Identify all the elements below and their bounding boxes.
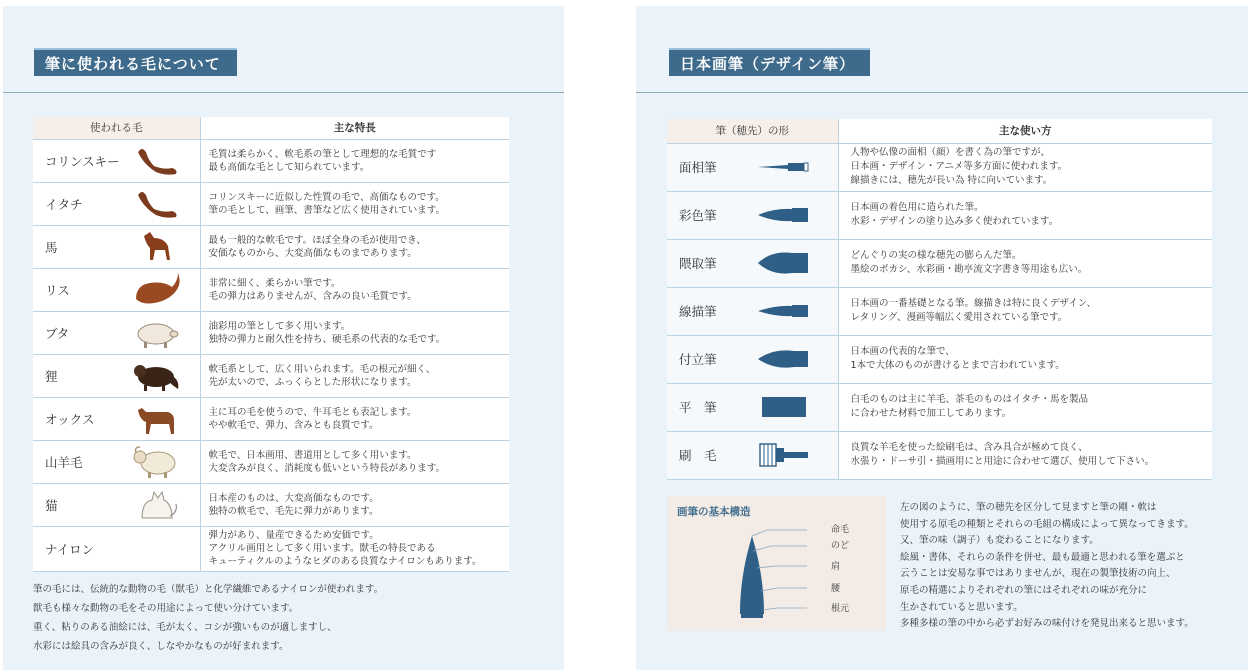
brush-use-cell <box>838 335 1212 383</box>
title-divider <box>3 92 564 93</box>
squirrel-icon <box>130 273 180 307</box>
brush-shape-cell <box>667 287 838 335</box>
note-line: 左の図のように、筆の穂先を区分して見ますと筆の剛・軟は <box>900 502 1157 513</box>
brush-use-line: 線描きには、穂先が長い為 特に向いています。 <box>850 175 1053 186</box>
brush-use-line: 水彩・デザインの塗り込み多く使われています。 <box>850 216 1059 227</box>
brush-name: 隈取筆 <box>679 256 717 271</box>
header-hair-type: 使われる毛 <box>33 117 200 139</box>
brush-use-line: 日本画の着色用に造られた筆。 <box>850 202 984 213</box>
hair-name-cell <box>33 311 200 354</box>
hair-row <box>33 440 509 483</box>
hair-name-cell <box>33 354 200 397</box>
hair-name: 山羊毛 <box>45 454 83 470</box>
brush-use-cell <box>838 287 1212 335</box>
hair-desc-cell <box>200 311 509 354</box>
hair-desc-line: 筆の毛として、画筆、書筆など広く使用されています。 <box>208 204 446 216</box>
brush-shape-cell <box>667 383 838 431</box>
hair-desc-line: 安価なものから、大変高価なものまであります。 <box>208 247 417 259</box>
brush-row <box>667 191 1212 239</box>
hair-name-cell <box>33 182 200 225</box>
line-brush-icon <box>754 296 814 326</box>
note-line: 使用する原毛の種類とそれらの毛組の構成によって異なってきます。 <box>900 518 1194 530</box>
hair-desc-line: 大変含みが良く、消耗度も低いという特長があります。 <box>208 462 446 474</box>
brush-use-cell <box>838 431 1212 479</box>
brush-shape-cell <box>667 335 838 383</box>
part-label-koshi: 腰 <box>831 584 841 594</box>
brush-name: 平 筆 <box>679 400 717 415</box>
brush-name: 付立筆 <box>679 352 717 367</box>
hair-desc-line: 軟毛系として、広く用いられます。毛の根元が細く、 <box>208 363 436 375</box>
table-header-row <box>667 119 1212 143</box>
hair-desc-cell <box>200 440 509 483</box>
hair-desc-line: 油彩用の筆として多く用います。 <box>208 320 351 332</box>
hair-name: コリンスキー <box>45 153 120 169</box>
brush-use-line: どんぐりの実の様な穂先の膨らんだ筆。 <box>850 250 1022 261</box>
brush-name: 線描筆 <box>679 304 717 319</box>
part-label-kata: 肩 <box>831 562 841 572</box>
tsuketate-brush-icon <box>754 344 814 374</box>
brush-use-line: 白毛のものは主に羊毛、茶毛のものはイタチ・馬を製品 <box>850 394 1089 405</box>
brush-use-line: に合わせた材料で加工してあります。 <box>850 408 1012 419</box>
hair-notes <box>33 580 383 656</box>
hair-desc-cell <box>200 397 509 440</box>
hair-desc-line: 非常に細く、柔らかい筆です。 <box>208 277 341 289</box>
hair-desc-line: 独特の軟毛で、毛先に弾力があります。 <box>208 505 379 517</box>
goat-icon <box>130 445 180 479</box>
hair-row <box>33 397 509 440</box>
brush-use-line: 水張り・ドーサ引・描画用にと用途に合わせて選び、使用して下さい。 <box>850 456 1155 467</box>
brush-use-line: レタリング、漫画等幅広く愛用されている筆です。 <box>850 312 1068 323</box>
note-line: 多種多様の筆の中から必ずお好みの味付けを発見出来ると思います。 <box>900 618 1194 630</box>
brush-use-line: 日本画の一番基礎となる筆。線描きは特に良くデザイン、 <box>850 298 1097 309</box>
raccoon-dog-icon <box>130 359 180 393</box>
part-label-inochige: 命毛 <box>831 525 850 535</box>
hair-row <box>33 354 509 397</box>
hair-desc-cell <box>200 139 509 182</box>
pig-icon <box>130 316 180 350</box>
note-line: 筆の毛には、伝統的な動物の毛（獣毛）と化学繊維であるナイロンが使われます。 <box>33 584 384 595</box>
hair-row <box>33 268 509 311</box>
hair-section-title: 筆に使われる毛について <box>34 48 237 76</box>
note-line: 又、筆の味（調子）も変わることになります。 <box>900 535 1099 547</box>
brush-shape-cell <box>667 143 838 191</box>
brush-use-line: 日本画の代表的な筆で、 <box>850 346 955 357</box>
hair-name: 猫 <box>45 497 58 513</box>
brush-use-cell <box>838 191 1212 239</box>
hair-desc-line: 毛質は柔らかく、軟毛系の筆として理想的な毛質です <box>208 148 437 160</box>
brush-use-line: 日本画・デザイン・アニメ等多方面に使われます。 <box>850 161 1068 172</box>
horse-icon <box>130 230 180 264</box>
title-divider <box>636 92 1248 93</box>
brush-name: 面相筆 <box>679 160 717 175</box>
brush-use-cell <box>838 239 1212 287</box>
structure-notes <box>900 500 1245 633</box>
hake-brush-icon <box>754 440 814 470</box>
hair-desc-cell <box>200 182 509 225</box>
note-line: 重く、粘りのある油絵には、毛が太く、コシが強いものが適しますし、 <box>33 622 337 633</box>
hair-name: リス <box>45 282 70 298</box>
brush-shape-cell <box>667 431 838 479</box>
brush-panel <box>636 6 1248 670</box>
brush-table <box>667 119 1212 480</box>
hair-desc-line: やや軟毛で、弾力、含みとも良質です。 <box>208 419 379 431</box>
hair-name-cell <box>33 440 200 483</box>
coloring-brush-icon <box>754 200 814 230</box>
brush-row <box>667 383 1212 431</box>
hair-name: オックス <box>45 411 95 427</box>
hair-row <box>33 139 509 182</box>
hair-row <box>33 182 509 225</box>
brush-section-title: 日本画筆（デザイン筆） <box>669 48 870 76</box>
brush-use-line: 1本で大体のものが書けるとまで言われています。 <box>850 360 1065 371</box>
hair-desc-line: キューティクルのようなヒダのある良質なナイロンもあります。 <box>208 556 482 567</box>
header-main-use: 主な使い方 <box>838 119 1212 143</box>
hair-name-cell <box>33 268 200 311</box>
shading-brush-icon <box>754 248 814 278</box>
hair-desc-line: 軟毛で、日本画用、書道用として多く用います。 <box>208 449 417 461</box>
hair-desc-cell <box>200 526 509 571</box>
hair-desc-line: 日本産のものは、大変高価なものです。 <box>208 492 379 504</box>
brush-row <box>667 431 1212 479</box>
hair-name: ブタ <box>45 325 70 341</box>
brush-row <box>667 335 1212 383</box>
weasel-icon <box>130 187 180 221</box>
hair-desc-line: アクリル画用として多く用います。獣毛の特長である <box>208 543 436 554</box>
brush-name: 彩色筆 <box>679 208 717 223</box>
hair-name-cell <box>33 139 200 182</box>
hair-name: 狸 <box>45 368 58 384</box>
hair-name: 馬 <box>45 239 58 255</box>
note-line: 生かされていると思います。 <box>900 601 1023 613</box>
brush-use-line: 人物や仏像の面相（顔）を書く為の筆ですが、 <box>850 147 1051 158</box>
hair-row <box>33 483 509 526</box>
hair-desc-line: 主に耳の毛を使うので、牛耳毛とも表記します。 <box>208 406 417 418</box>
hair-desc-line: 弾力があり、量産できるため安価です。 <box>208 530 379 541</box>
hair-name: ナイロン <box>45 541 95 557</box>
hair-desc-line: 毛の弾力はありませんが、含みの良い毛質です。 <box>208 290 417 302</box>
brush-shape-cell <box>667 191 838 239</box>
fine-brush-icon <box>754 152 814 182</box>
brush-name: 刷 毛 <box>679 448 717 463</box>
ox-icon <box>130 402 180 436</box>
hair-desc-cell <box>200 483 509 526</box>
hair-table <box>33 117 509 572</box>
note-line: 水彩には絵具の含みが良く、しなやかなものが好まれます。 <box>33 641 289 652</box>
note-line: 絵風・書体、それらの条件を併せ、最も最適と思われる筆を選ぶと <box>900 551 1185 563</box>
hair-desc-cell <box>200 354 509 397</box>
flat-brush-icon <box>754 392 814 422</box>
part-label-nemoto: 根元 <box>831 604 850 614</box>
note-line: 原毛の精選によりそれぞれの筆にはそれぞれの味が充分に <box>900 584 1148 596</box>
brush-use-cell <box>838 383 1212 431</box>
brush-shape-cell <box>667 239 838 287</box>
brush-use-line: 墨絵のボカシ、水彩画・勘亭流文字書き等用途も広い。 <box>850 264 1088 275</box>
brush-use-cell <box>838 143 1212 191</box>
brush-row <box>667 239 1212 287</box>
hair-desc-line: 最も一般的な軟毛です。ほぼ全身の毛が使用でき、 <box>208 234 426 246</box>
brush-structure-diagram <box>667 496 886 631</box>
hair-desc-line: コリンスキーに近似した性質の毛で、高価なものです。 <box>208 191 445 203</box>
weasel-icon <box>130 144 180 178</box>
brush-use-line: 良質な羊毛を使った絵刷毛は、含み具合が極めて良く、 <box>850 442 1088 453</box>
hair-name: イタチ <box>45 196 83 212</box>
header-features: 主な特長 <box>200 117 509 139</box>
hair-desc-line: 先が太いので、ふっくらとした形状になります。 <box>208 376 417 388</box>
brush-row <box>667 143 1212 191</box>
hair-name-cell <box>33 526 200 571</box>
hair-name-cell <box>33 397 200 440</box>
note-line: 獣毛も様々な動物の毛をその用途によって使い分けています。 <box>33 603 299 614</box>
structure-title: 画筆の基本構造 <box>677 506 751 518</box>
hair-name-cell <box>33 225 200 268</box>
hair-row <box>33 225 509 268</box>
hair-row <box>33 526 509 571</box>
cat-icon <box>130 488 180 522</box>
hair-desc-line: 独特の弾力と耐久性を持ち、硬毛系の代表的な毛です。 <box>208 333 446 345</box>
hair-panel <box>3 6 564 670</box>
hair-row <box>33 311 509 354</box>
note-line: 云うことは安易な事ではありませんが、現在の製筆技術の向上、 <box>900 568 1176 580</box>
header-brush-shape: 筆（穂先）の形 <box>667 119 838 143</box>
brush-row <box>667 287 1212 335</box>
hair-desc-line: 最も高価な毛として知られています。 <box>208 161 370 173</box>
hair-desc-cell <box>200 268 509 311</box>
part-label-nodo: のど <box>831 541 850 551</box>
hair-desc-cell <box>200 225 509 268</box>
hair-name-cell <box>33 483 200 526</box>
table-header-row <box>33 117 509 139</box>
